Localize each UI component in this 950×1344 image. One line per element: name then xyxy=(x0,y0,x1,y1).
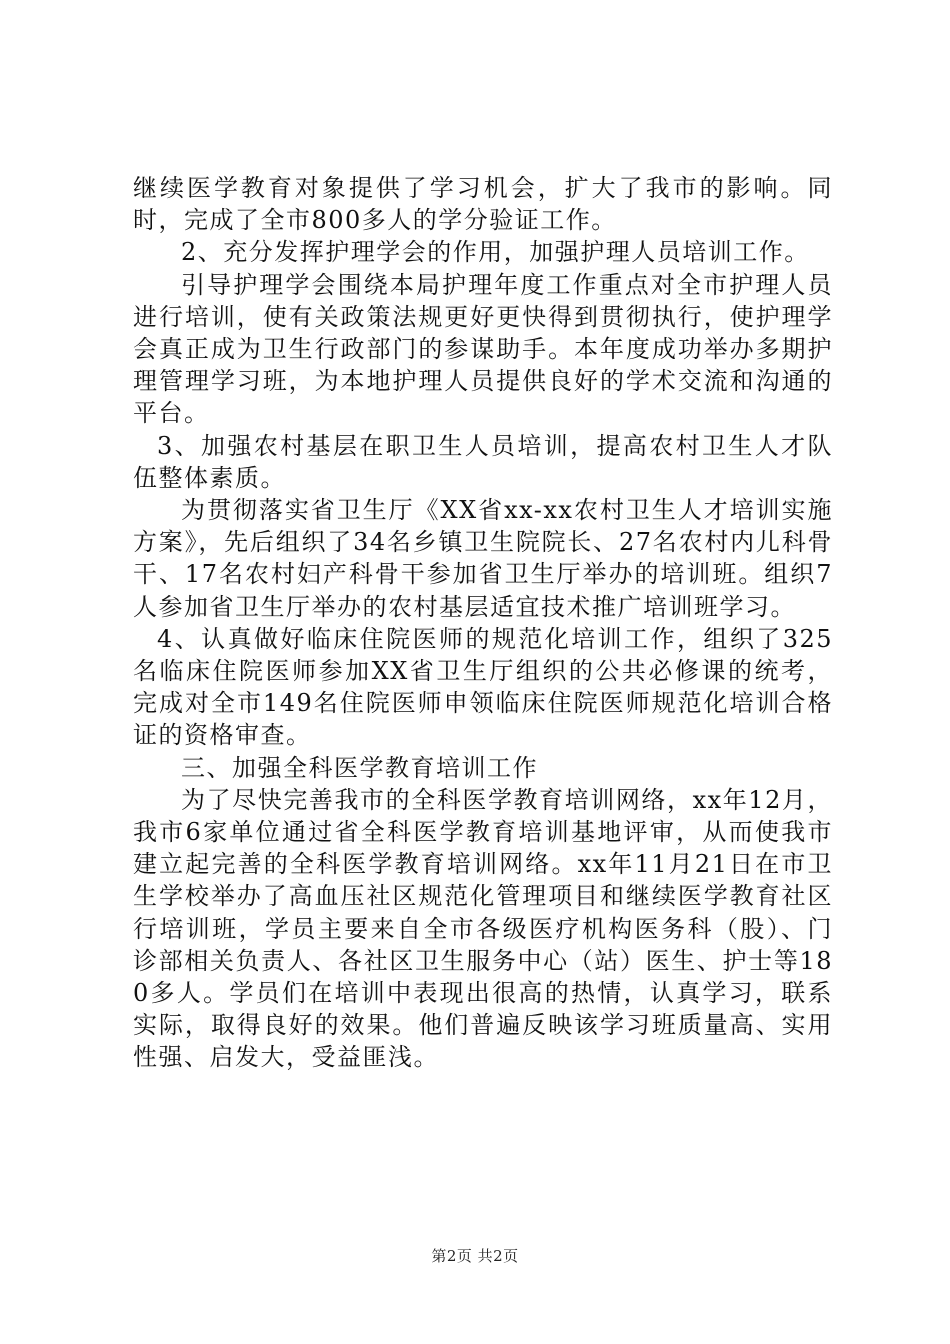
paragraph-rural-training: 为贯彻落实省卫生厅《XX省xx-xx农村卫生人才培训实施方案》，先后组织了34名乡镇卫生院院长、27名农村内儿科骨干、17名农村妇产科骨干参加省卫生厅举办的培训班。组织7人参加省卫生厅举办的农村基层适宜技术推广培训班学习。 xyxy=(133,496,833,621)
paragraph-heading-rural: 3、加强农村基层在职卫生人员培训，提高农村卫生人才队伍整体素质。 xyxy=(133,431,833,492)
paragraph-heading-nursing: 2、充分发挥护理学会的作用，加强护理人员培训工作。 xyxy=(181,238,810,267)
paragraph-continuation: 继续医学教育对象提供了学习机会，扩大了我市的影响。同时，完成了全市800多人的学分验证工作。 xyxy=(133,174,833,235)
paragraph-heading-general-medicine: 三、加强全科医学教育培训工作 xyxy=(181,753,538,782)
document-body xyxy=(133,172,833,1074)
paragraph-general-medicine: 为了尽快完善我市的全科医学教育培训网络，xx年12月，我市6家单位通过省全科医学教育培训基地评审，从而使我市建立起完善的全科医学教育培训网络。xx年11月21日在市卫生学校举办了高血压社区规范化管理项目和继续医学教育社区行培训班，学员主要来自全市各级医疗机构医务科（股）、门诊部相关负责人、各社区卫生服务中心（站）医生、护士等180多人。学员们在培训中表现出很高的热情，认真学习，联系实际，取得良好的效果。他们普遍反映该学习班质量高、实用性强、启发大，受益匪浅。 xyxy=(133,785,833,1072)
paragraph-nursing-training: 引导护理学会围绕本局护理年度工作重点对全市护理人员进行培训，使有关政策法规更好更快得到贯彻执行，使护理学会真正成为卫生行政部门的参谋助手。本年度成功举办多期护理管理学习班，为本地护理人员提供良好的学术交流和沟通的平台。 xyxy=(133,270,833,428)
paragraph-resident-training: 4、认真做好临床住院医师的规范化培训工作，组织了325名临床住院医师参加XX省卫生厅组织的公共必修课的统考，完成对全市149名住院医师申领临床住院医师规范化培训合格证的资格审查。 xyxy=(133,624,833,750)
page-footer: 第2页 共2页 xyxy=(431,1247,519,1265)
